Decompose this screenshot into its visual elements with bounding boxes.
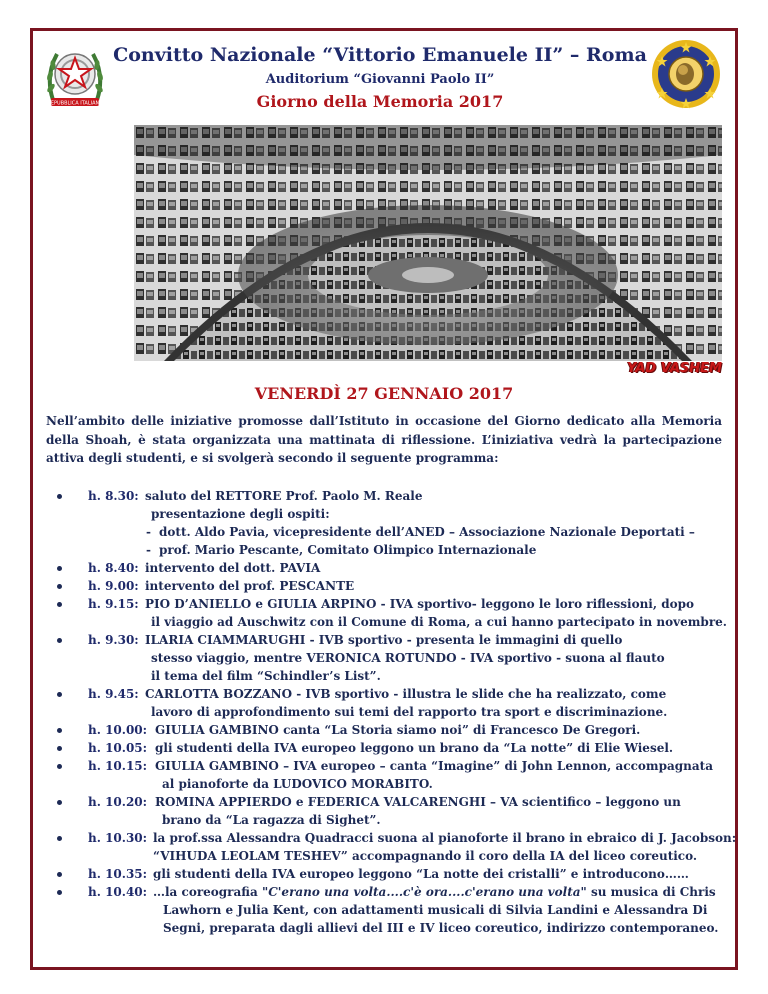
program-text: presentazione degli ospiti:	[151, 507, 330, 521]
program-text: Segni, preparata dagli allievi del III e IV liceo coreutico, indirizzo contemporaneo.	[163, 921, 719, 935]
venue-subtitle: Auditorium “Giovanni Paolo II”	[265, 72, 495, 87]
event-date: VENERDÌ 27 GENNAIO 2017	[254, 384, 514, 403]
program-time: h. 10.35:	[88, 867, 148, 881]
program-time: h. 9.15:	[88, 597, 139, 611]
choreography-title: "C'erano una volta....c'è ora....c'erano una volta"	[261, 885, 587, 899]
program-time: h. 10.20:	[88, 795, 148, 809]
program-text: lavoro di approfondimento sui temi del rapporto tra sport e discriminazione.	[151, 705, 668, 719]
program-text: dott. Aldo Pavia, vicepresidente dell’ANED – Associazione Nazionale Deportati –	[159, 525, 695, 539]
program-time: h. 10.15:	[88, 759, 148, 773]
program-time: h. 8.30:	[88, 489, 139, 503]
program-text: prof. Mario Pescante, Comitato Olimpico Internazionale	[159, 543, 537, 557]
program-text: ILARIA CIAMMARUGHI - IVB sportivo - presenta le immagini di quello	[145, 633, 623, 647]
bullet-icon	[57, 494, 62, 499]
bullet-icon	[57, 638, 62, 643]
program-time: h. 10.00:	[88, 723, 148, 737]
program-text: GIULIA GAMBINO – IVA europeo – canta “Imagine” di John Lennon, accompagnata	[155, 759, 713, 773]
svg-text:REPUBBLICA ITALIANA: REPUBBLICA ITALIANA	[47, 100, 103, 107]
bullet-icon	[57, 872, 62, 877]
program-text: gli studenti della IVA europeo leggono “La notte dei cristalli” e introducono……	[153, 867, 689, 881]
program-text-post: su musica di Chris	[586, 885, 716, 899]
bullet-icon	[57, 602, 62, 607]
program-text: intervento del dott. PAVIA	[145, 561, 321, 575]
bullet-icon	[57, 566, 62, 571]
program-time: h. 10.05:	[88, 741, 148, 755]
program-text: gli studenti della IVA europeo leggono un brano da “La notte” di Elie Wiesel.	[155, 741, 674, 755]
program-time: h. 10.30:	[88, 831, 148, 845]
program-time: h. 9.45:	[88, 687, 139, 701]
program-text: il viaggio ad Auschwitz con il Comune di Roma, a cui hanno partecipato in novembre.	[151, 615, 727, 629]
program-text: al pianoforte da LUDOVICO MORABITO.	[162, 777, 433, 791]
bullet-icon	[57, 746, 62, 751]
bullet-icon	[57, 692, 62, 697]
bullet-icon	[57, 800, 62, 805]
school-seal-icon	[650, 34, 722, 114]
program-text: il tema del film “Schindler’s List”.	[151, 669, 381, 683]
bullet-icon	[57, 836, 62, 841]
program-time: h. 10.40:	[88, 885, 148, 899]
program-text: GIULIA GAMBINO canta “La Storia siamo noi” di Francesco De Gregori.	[155, 723, 641, 737]
program-text: PIO D’ANIELLO e GIULIA ARPINO - IVA sportivo- leggono le loro riflessioni, dopo	[145, 597, 695, 611]
program-text: saluto del RETTORE Prof. Paolo M. Reale	[145, 489, 423, 503]
program-text: la prof.ssa Alessandra Quadracci suona al pianoforte il brano in ebraico di J. Jacobson:	[153, 831, 737, 845]
program-time: h. 9.00:	[88, 579, 139, 593]
hall-of-names-photo	[134, 125, 722, 361]
program-text-pre: …la coreografia	[153, 885, 262, 899]
bullet-icon	[57, 584, 62, 589]
bullet-icon	[57, 728, 62, 733]
program-text	[153, 883, 716, 901]
program-time: h. 8.40:	[88, 561, 139, 575]
intro-paragraph: Nell’ambito delle iniziative promosse dall’Istituto in occasione del Giorno dedicato alla Memoria della Shoah, è stata organizzata una mattinata di riflessione. L’iniziativa vedrà la partecipazione attiva degli studenti, e si svolgerà secondo il seguente programma:	[46, 414, 722, 465]
program-time: h. 9.30:	[88, 633, 139, 647]
page-title: Convitto Nazionale “Vittorio Emanuele II” – Roma	[113, 44, 647, 66]
program-text: Lawhorn e Julia Kent, con adattamenti musicali di Silvia Landini e Alessandra Di	[163, 903, 708, 917]
bullet-icon	[57, 764, 62, 769]
program-text: CARLOTTA BOZZANO - IVB sportivo - illustra le slide che ha realizzato, come	[145, 687, 667, 701]
program-text: “VIHUDA LEOLAM TESHEV” accompagnando il coro della IA del liceo coreutico.	[153, 849, 698, 863]
event-title: Giorno della Memoria 2017	[256, 92, 504, 111]
photo-caption: YAD VASHEM	[627, 361, 722, 376]
program-text: ROMINA APPIERDO e FEDERICA VALCARENGHI – VA scientifico – leggono un	[155, 795, 681, 809]
program-text: brano da “La ragazza di Sighet”.	[162, 813, 381, 827]
program-text: stesso viaggio, mentre VERONICA ROTUNDO - IVA sportivo - suona al flauto	[151, 651, 665, 665]
bullet-icon	[57, 890, 62, 895]
program-text: intervento del prof. PESCANTE	[145, 579, 355, 593]
italian-republic-emblem-icon	[43, 40, 107, 112]
